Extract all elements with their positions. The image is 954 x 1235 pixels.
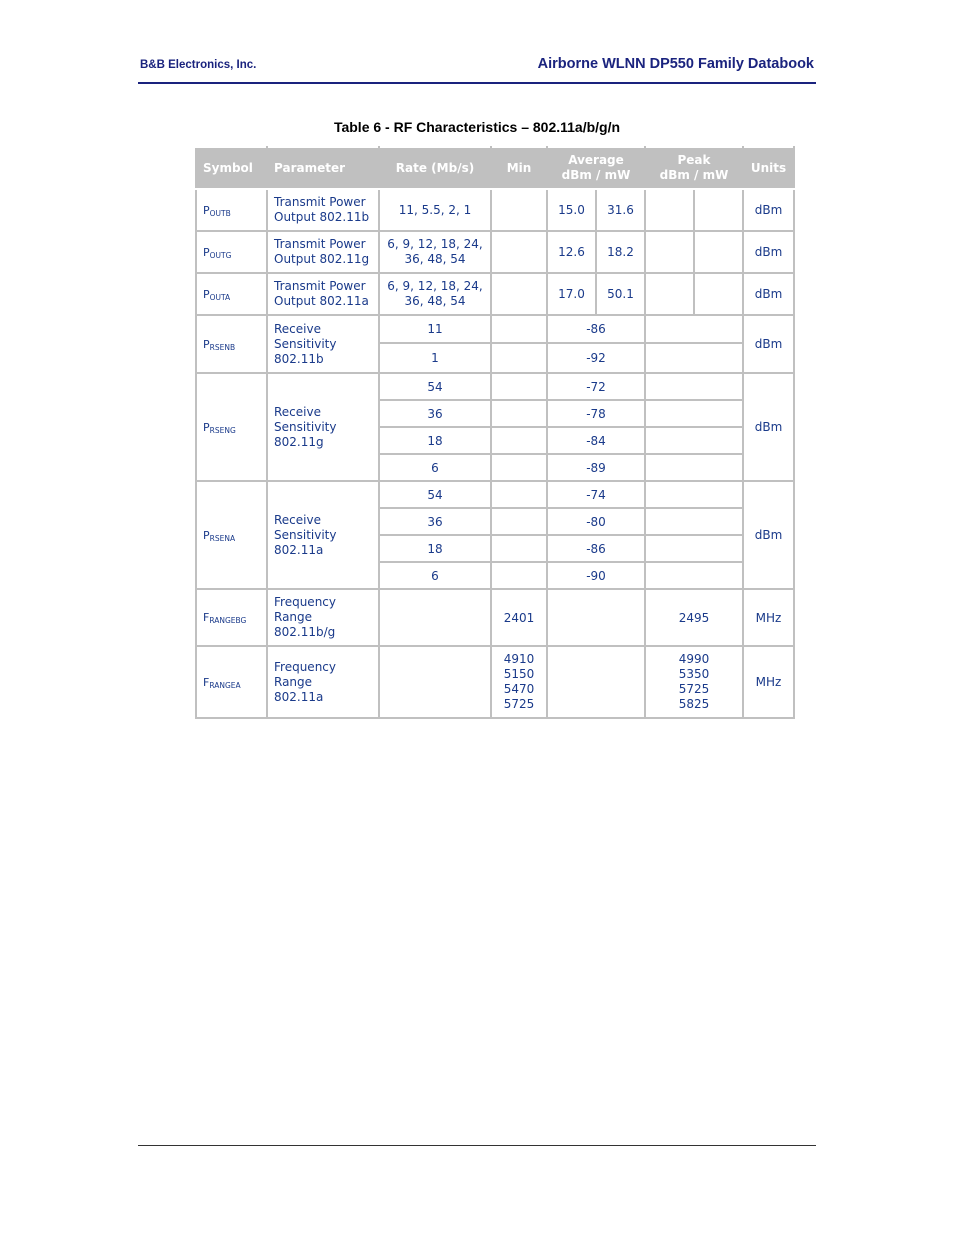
peak-mw-cell	[694, 273, 743, 315]
avg-dbm-cell: 12.6	[547, 231, 596, 273]
min-cell	[491, 231, 547, 273]
rate-cell: 36	[379, 400, 491, 427]
symbol-cell: $P_{OUTA}$	[196, 273, 267, 315]
avg-cell: -74	[547, 481, 645, 508]
table-row	[196, 189, 794, 231]
document-title: Airborne WLNN DP550 Family Databook	[537, 56, 814, 72]
min-cell	[491, 535, 547, 562]
rate-cell: 6, 9, 12, 18, 24, 36, 48, 54	[379, 231, 491, 273]
avg-cell: -86	[547, 535, 645, 562]
table-row	[196, 273, 794, 315]
avg-cell: -80	[547, 508, 645, 535]
col-peak-label: Peak	[677, 153, 711, 167]
min-cell	[491, 343, 547, 373]
avg-mw-cell: 50.1	[596, 273, 645, 315]
col-average-unit: dBm / mW	[561, 168, 631, 182]
rate-cell: 11, 5.5, 2, 1	[379, 189, 491, 231]
avg-cell	[547, 646, 645, 718]
col-peak	[645, 147, 743, 189]
peak-cell	[645, 481, 743, 508]
col-parameter: Parameter	[267, 147, 379, 189]
symbol-cell: $P_{RSENB}$	[196, 315, 267, 373]
units-cell: dBm	[743, 231, 794, 273]
min-cell	[491, 315, 547, 343]
col-peak-unit: dBm / mW	[659, 168, 729, 182]
min-cell	[491, 400, 547, 427]
symbol-cell: $P_{RSENG}$	[196, 373, 267, 481]
min-cell	[491, 373, 547, 400]
peak-dbm-cell	[645, 189, 694, 231]
peak-cell	[645, 508, 743, 535]
avg-cell	[547, 589, 645, 646]
peak-cell	[645, 427, 743, 454]
table-caption: Table 6 - RF Characteristics – 802.11a/b/g/n	[333, 119, 621, 135]
parameter-cell: Frequency Range 802.11a	[267, 646, 379, 718]
peak-cell: 2495	[645, 589, 743, 646]
min-cell	[491, 189, 547, 231]
min-cell	[491, 508, 547, 535]
rate-cell	[379, 589, 491, 646]
avg-mw-cell: 18.2	[596, 231, 645, 273]
rf-characteristics-table	[195, 146, 795, 719]
table-row	[196, 373, 794, 400]
rate-cell: 54	[379, 481, 491, 508]
parameter-cell: Receive Sensitivity 802.11b	[267, 315, 379, 373]
peak-dbm-cell	[645, 231, 694, 273]
symbol-cell: $F_{RANGEA}$	[196, 646, 267, 718]
units-cell: dBm	[743, 189, 794, 231]
units-cell: dBm	[743, 373, 794, 481]
peak-mw-cell	[694, 189, 743, 231]
parameter-cell: Frequency Range 802.11b/g	[267, 589, 379, 646]
avg-cell: -89	[547, 454, 645, 481]
rate-cell: 1	[379, 343, 491, 373]
parameter-cell: Receive Sensitivity 802.11a	[267, 481, 379, 589]
col-units: Units	[743, 147, 794, 189]
peak-cell	[645, 562, 743, 589]
rate-cell: 54	[379, 373, 491, 400]
table-row	[196, 646, 794, 718]
min-cell: 2401	[491, 589, 547, 646]
rate-cell: 6	[379, 562, 491, 589]
parameter-cell: Transmit Power Output 802.11a	[267, 273, 379, 315]
peak-dbm-cell	[645, 273, 694, 315]
rate-cell: 6, 9, 12, 18, 24, 36, 48, 54	[379, 273, 491, 315]
min-cell	[491, 454, 547, 481]
avg-cell: -72	[547, 373, 645, 400]
units-cell: dBm	[743, 273, 794, 315]
table-row	[196, 589, 794, 646]
min-cell	[491, 481, 547, 508]
peak-mw-cell	[694, 231, 743, 273]
col-min: Min	[491, 147, 547, 189]
avg-cell: -78	[547, 400, 645, 427]
rate-cell: 18	[379, 427, 491, 454]
avg-dbm-cell: 17.0	[547, 273, 596, 315]
min-cell	[491, 273, 547, 315]
avg-cell: -90	[547, 562, 645, 589]
avg-cell: -84	[547, 427, 645, 454]
symbol-cell: $P_{RSENA}$	[196, 481, 267, 589]
parameter-cell: Transmit Power Output 802.11g	[267, 231, 379, 273]
page-header	[138, 54, 816, 84]
col-average-label: Average	[568, 153, 624, 167]
min-cell	[491, 562, 547, 589]
avg-dbm-cell: 15.0	[547, 189, 596, 231]
units-cell: MHz	[743, 646, 794, 718]
header-row	[196, 147, 794, 189]
rate-cell	[379, 646, 491, 718]
peak-cell	[645, 400, 743, 427]
avg-cell: -86	[547, 315, 645, 343]
parameter-cell: Transmit Power Output 802.11b	[267, 189, 379, 231]
units-cell: dBm	[743, 481, 794, 589]
min-cell	[491, 427, 547, 454]
peak-cell	[645, 373, 743, 400]
table-row	[196, 231, 794, 273]
table-row	[196, 481, 794, 508]
symbol-cell: $P_{OUTG}$	[196, 231, 267, 273]
peak-cell	[645, 343, 743, 373]
col-symbol: Symbol	[196, 147, 267, 189]
min-cell: 4910 5150 5470 5725	[491, 646, 547, 718]
symbol-cell: $F_{RANGEBG}$	[196, 589, 267, 646]
units-cell: dBm	[743, 315, 794, 373]
rate-cell: 11	[379, 315, 491, 343]
parameter-cell: Receive Sensitivity 802.11g	[267, 373, 379, 481]
table-row	[196, 315, 794, 343]
peak-cell	[645, 454, 743, 481]
col-average	[547, 147, 645, 189]
units-cell: MHz	[743, 589, 794, 646]
company-name: B&B Electronics, Inc.	[140, 59, 257, 71]
rate-cell: 18	[379, 535, 491, 562]
avg-cell: -92	[547, 343, 645, 373]
col-rate: Rate (Mb/s)	[379, 147, 491, 189]
peak-cell	[645, 535, 743, 562]
peak-cell	[645, 315, 743, 343]
rate-cell: 36	[379, 508, 491, 535]
footer-divider	[138, 1145, 816, 1146]
rate-cell: 6	[379, 454, 491, 481]
symbol-cell: $P_{OUTB}$	[196, 189, 267, 231]
peak-cell: 4990 5350 5725 5825	[645, 646, 743, 718]
avg-mw-cell: 31.6	[596, 189, 645, 231]
